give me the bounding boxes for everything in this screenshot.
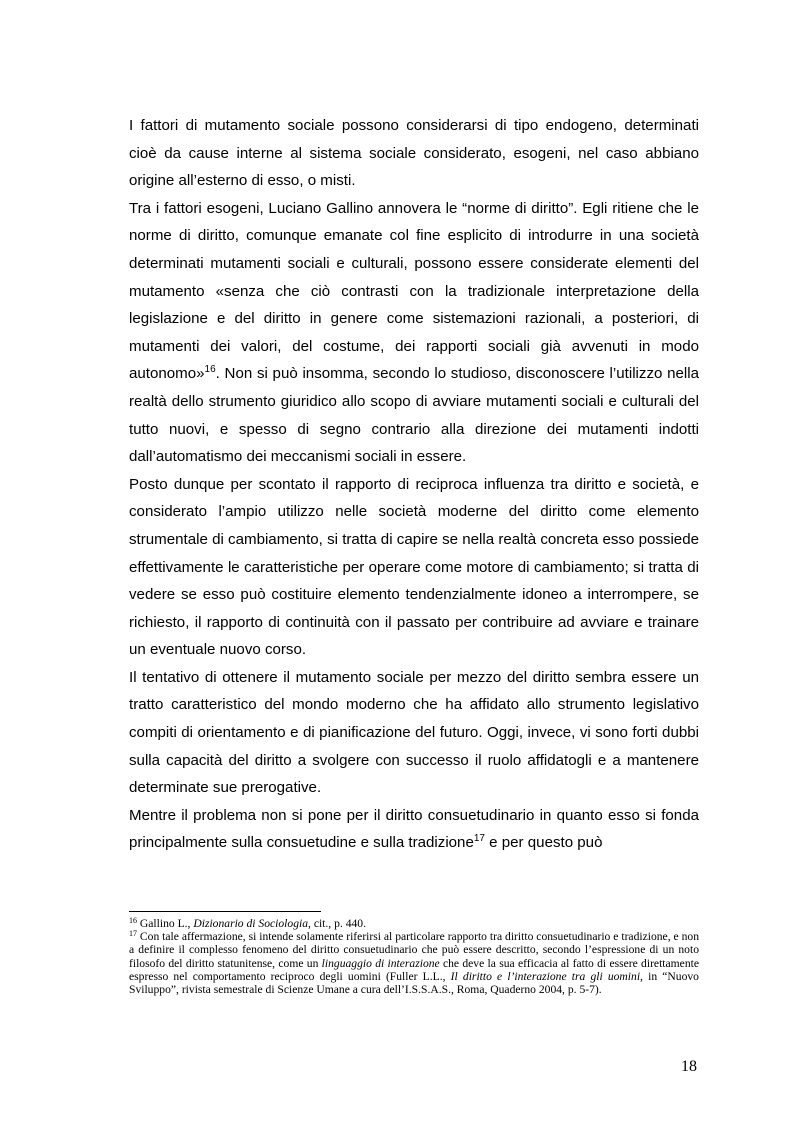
footnote-reference: 17 (473, 833, 485, 845)
paragraph (129, 802, 699, 857)
paragraph: I fattori di mutamento sociale possono considerarsi di tipo endogeno, determinati cioè da cause interne al sistema sociale considerato, esogeni, nel caso abbiano origine all’esterno di esso, o misti. (129, 117, 699, 190)
footnote-16 (129, 917, 699, 930)
footnote-title: Dizionario di Sociologia (193, 917, 309, 930)
footnote-text: Con tale affermazione, si intende solamente riferirsi al particolare rapporto tra diritto consuetudinario e tradizione, e non a definire il complesso fenomeno del diritto consuetudinario che può essere descritto, secondo l’espressione di un noto filosofo del diritto statunitense, come un (129, 930, 699, 970)
footnote-text: , in “Nuovo Sviluppo”, rivista semestrale di Scienze Umane a cura dell’I.S.S.A.S., Roma, Quaderno 2004, p. 5-7). (129, 969, 699, 997)
footnote-reference: 16 (204, 364, 216, 376)
paragraph-text: e per questo può (484, 834, 603, 852)
footnote-separator (129, 911, 321, 912)
paragraph: Il tentativo di ottenere il mutamento sociale per mezzo del diritto sembra essere un tratto caratteristico del mondo moderno che ha affidato allo strumento legislativo compiti di orientamento e di pianificazione del futuro. Oggi, invece, vi sono forti dubbi sulla capacità del diritto a svolgere con successo il ruolo affidatogli e a mantenere determinate sue prerogative. (129, 668, 699, 797)
body-text (129, 112, 699, 857)
footnote-text: , cit., p. 440. (308, 917, 366, 930)
footnote-number: 16 (129, 916, 137, 925)
paragraph-text: Mentre il problema non si pone per il diritto consuetudinario in quanto esso si fonda principalmente sulla consuetudine e sulla tradizione (129, 806, 699, 852)
footnotes (129, 917, 699, 996)
paragraph (129, 195, 699, 471)
paragraph-text: Tra i fattori esogeni, Luciano Gallino annovera le “norme di diritto”. Egli ritiene che le norme di diritto, comunque emanate col fine esplicito di introdurre in una società determinati mutamenti sociali e culturali, possono essere considerate elementi del mutamento «senza che ciò contrasti con la tradizionale interpretazione della legislazione e del diritto in genere come sistemazioni razionali, a posteriori, di mutamenti dei valori, del costume, dei rapporti sociali già avvenuti in modo autonomo» (129, 199, 699, 383)
footnote-text: che deve la sua efficacia al fatto di essere direttamente espresso nel comportamento reciproco degli uomini (Fuller L.L., (129, 956, 699, 983)
footnote-number: 17 (129, 929, 137, 939)
footnote-emphasis: linguaggio di interazione (321, 956, 440, 970)
page-number: 18 (681, 1058, 697, 1075)
paragraph: Posto dunque per scontato il rapporto di reciproca influenza tra diritto e società, e considerato l’ampio utilizzo nelle società moderne del diritto come elemento strumentale di cambiamento, si tratta di capire se nella realtà concreta esso possiede effettivamente le caratteristiche per operare come motore di cambiamento; si tratta di vedere se esso può costituire elemento tendenzialmente idoneo a interrompere, se richiesto, il rapporto di continuità con il passato per contribuire ad avviare e trainare un eventuale nuovo corso. (129, 475, 699, 659)
footnote-17 (129, 930, 699, 996)
paragraph-text: . Non si può insomma, secondo lo studioso, disconoscere l’utilizzo nella realtà dello strumento giuridico allo scopo di avviare mutamenti sociali e culturali del tutto nuovi, e spesso di segno contrario alla direzione dei mutamenti indotti dall’automatismo dei meccanismi sociali in essere. (129, 365, 699, 466)
footnote-title: Il diritto e l’interazione tra gli uomini (450, 969, 641, 983)
footnote-text: Gallino L., (137, 917, 194, 930)
